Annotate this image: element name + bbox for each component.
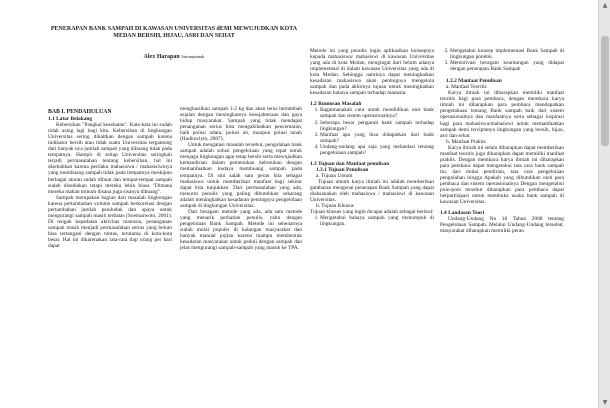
column-1 xyxy=(48,106,172,249)
subheading-tujuan-khusus: b. Tujuan Khusus xyxy=(316,203,354,210)
paragraph: Karya ilmiah ini diharapkan memiliki manfaat teoritis bagi para pembaca, dengan membaca karya ilmiah ini diharapkan para pembaca mendapatkan pengetahuan tentang Bank sampah baik dari sistem operasionalnya dan manfaatnya serta sebagai inspirasi bagi para mahasiswa/mahasiswi untuk memanfaatkan sampah demi terciptanya lingkungan yang bersih, hijau, asri dan sehat. xyxy=(440,90,564,139)
paragraph: Karya ilmiah ini selain diharapkan dapat memberikan manfaat teoritis juga diharapkan dapat memiliki manfaat praktis. Dengan membaca karya ilmiah ini diharapkan para pembaca dapat mengetahui tata cara bank sampah itu, dari mulai pendirian, tata cara pengelolaan pengolahan hingga Apakah yang dibutuhkan oleh para pembaca dan sistem operasionalnya Dengan mengetahui poin-poin tersebut diharapkan para pembaca dapat berpartisipasi untuk membuka usaha bank sampah di kawasan Universitas. xyxy=(440,144,564,206)
vertical-scrollbar[interactable] xyxy=(598,0,610,408)
heading-manfaat-penulisan: 1.3.2 Manfaat Penulisan xyxy=(446,78,502,85)
paragraph: menghasilkan sampah 1-2 kg dan akan terus bertambah sejalan dengan meningkatnya kesejahteraan dan gaya hidup masyarakat. Sampah yang tidak mendapat penanganan serius bisa mengakibatkan pencemaran, baik polusi udara, polusi air, maupun polusi tanah (Hadiuwiyto, 2007). xyxy=(180,106,302,143)
heading-bab-1: BAB I. PENDAHULUAN xyxy=(48,109,112,115)
subheading-tujuan-umum: a. Tujuan Umum xyxy=(316,172,353,179)
list-item: 3. Memotivasi beragam keuntungan yang didapat dengan penerapan Bank Sampah xyxy=(450,60,564,72)
paragraph: Undang-Undang No 18 Tahun 2008 tentang Pengelolaan Sampah. Melalui Undang-Undang tersebut, masyarakat diharapkan memiliki peran xyxy=(440,216,564,235)
list-item: 1. Mengetahui bahaya sampah yang menumpuk di lingkungan. xyxy=(320,215,434,227)
author-line xyxy=(48,54,300,60)
list-item: 2. Mengetahui konsep implementasi Bank Sampah di lingkungan pondok. xyxy=(450,48,564,60)
scroll-up-icon[interactable]: ▲ xyxy=(602,2,608,9)
paragraph: Metode ini yang penulis ingin aplikasikan konsepnya kepada mahasiswa/ mahasiswi di kawasan Universitas yang ada di kota Medan, mengingat dari belum adanya implementasi di dalam kawasan Universitas yang ada di kota Medan. Sehingga nantinya dapat meningkatkan kesadaran mahasiswa akan pentingnya mengelola sampah dan pada akhirnya tujuan untuk meningkatkan kesadaran bahaya sampah terhadap manusia. xyxy=(310,48,434,97)
list-item: 2. Seberapa besar pengaruh bank sampah terhadap lingkungan? xyxy=(320,120,434,132)
list-item: 3. Manfaat apa yang bisa didapatkan dari bank sampah? xyxy=(320,132,434,144)
heading-tujuan-manfaat: 1.3 Tujuan dan Manfaat penulisan xyxy=(310,160,390,167)
paragraph: Tujuan umum karya ilmiah ini adalah memberikan gambaran mengenai penerapan Bank Sampah yang dapat diaksanakan oleh mahasiswa / mahasiswi di kawasan Universitas. xyxy=(310,178,434,204)
paragraph: Sampah merupakan bagian dari masalah lingkungan karena pertambahan volume sampah berkorelasi dengan pertambahan jumlah penduduk dan upaya untuk mengurangi sampah masih terbatas (Soemarwoto, 2001). Di tengah kepadatan aktivitas manusia, penanganan sampah masih menjadi permasalahan serius yang belum bisa tertangani dengan tuntas, terutama di kota-kota besar. Hal ini dikarenakan rata-rata tiap orang per hari dapat xyxy=(48,194,172,250)
heading-rumusan-masalah: 1.2 Rumusan Masalah xyxy=(310,101,362,108)
column-4 xyxy=(440,48,564,234)
document-page xyxy=(48,14,570,408)
tujuan-khusus-list xyxy=(310,215,434,227)
document-title: PENERAPAN BANK SAMPAH DI KAWASAN UNIVERSITAS dEMI MEWUJUDKAN KOTA MEDAN BERSIH, HIJAU, ASRI DAN SEHAT xyxy=(50,26,298,39)
list-item: 1. Bagaimanakah cara untuk mendidikan unit bank sampah dan sistem operasionalnya? xyxy=(320,107,434,119)
scroll-down-icon[interactable]: ▼ xyxy=(602,399,608,406)
paragraph: Untuk mengatasi masalah tersebut, pengolahan bank sampah adalah solusi pengelolaan yang tepat untuk menjaga lingkungan agar tetap bersih serta mewujudkan kemandirian dalam pemenuhan kebutuhan dengan memanfaatkan budaya membuang sampah pada tempatnya. Di sini salah satu peran kita sebagai mahasiswa untuk memberikan manfaat bagi sekitar dapat kita tunjukkan. Dari permasalahan yang ada, menurut penulis yang paling dibutuhkan sekarang adalah meningkatkan kesadaran pentingnya pengelolaan sampah di lingkungan Universitas. xyxy=(180,142,302,209)
rumusan-masalah-list xyxy=(310,107,434,155)
paragraph: Dari beragam metode yang ada, ada satu metode yang menarik perhatian penulis, yaitu dengan pengelolaan Bank Sampah. Metode ini sebenarnya sudah mulai populer di kalangan masyarakat dan banyak manual pujian karena mampu membentuk kesadaran masyarakat untuk peduli dengan sampah dan jelas mengurangi sampah-sampah yang masuk ke TPA. xyxy=(180,208,302,252)
subheading-manfaat-teoritis: a. Manfaat Teoritis xyxy=(446,84,487,91)
paragraph: Tujuan khusus yang ingin dicapai adalah sebagai berikut: xyxy=(310,209,434,216)
heading-landasan-teori: 1.4 Landasan Teori xyxy=(440,210,485,217)
scrollbar-thumb[interactable] xyxy=(601,36,609,146)
heading-tujuan-penulisan: 1.3.1 Tujuan Penulisan xyxy=(316,166,369,173)
list-item: 4. Undang-undang apa saja yang melandasi tentang pengelolaan sampah? xyxy=(320,144,434,156)
heading-latar-belakang: 1.1 Latar Belakang xyxy=(48,116,93,123)
author-id: Simanjuntak xyxy=(181,54,205,59)
column-3 xyxy=(310,48,434,227)
tujuan-khusus-list-cont xyxy=(440,48,564,72)
paragraph: Kebersihan "Pangkal kesehatan". Kata-kata ini sudah tidak asing lagi bagi kita. Kebersihan di lingkungan Universitas sering dikaitkan dengan sampah karena indikator bersih atau tidak suatu Universitas tergantung dari banyak nya jumlah sampah yang dibuang tidak pada tempatnya. Hampir di setiap Universitas seringkali terjadi permasalahan tentang kebersihan, hal ini disebabkan karena perilaku mahasiswa / mahasisiwinya yang membuang sampah tidak pada tempatnya meskipun berbagai aturan sudah dibuat dan tempat-tempat sampah sudah disediakan tetapi mereka lebih biasa "Dimana mereka makan minum disana juga sisanya dibuang". xyxy=(48,122,172,195)
author-name: Alex Harapan xyxy=(143,54,180,60)
subheading-manfaat-praktis: b. Manfaat Praktis xyxy=(446,138,486,145)
column-2 xyxy=(180,106,302,251)
